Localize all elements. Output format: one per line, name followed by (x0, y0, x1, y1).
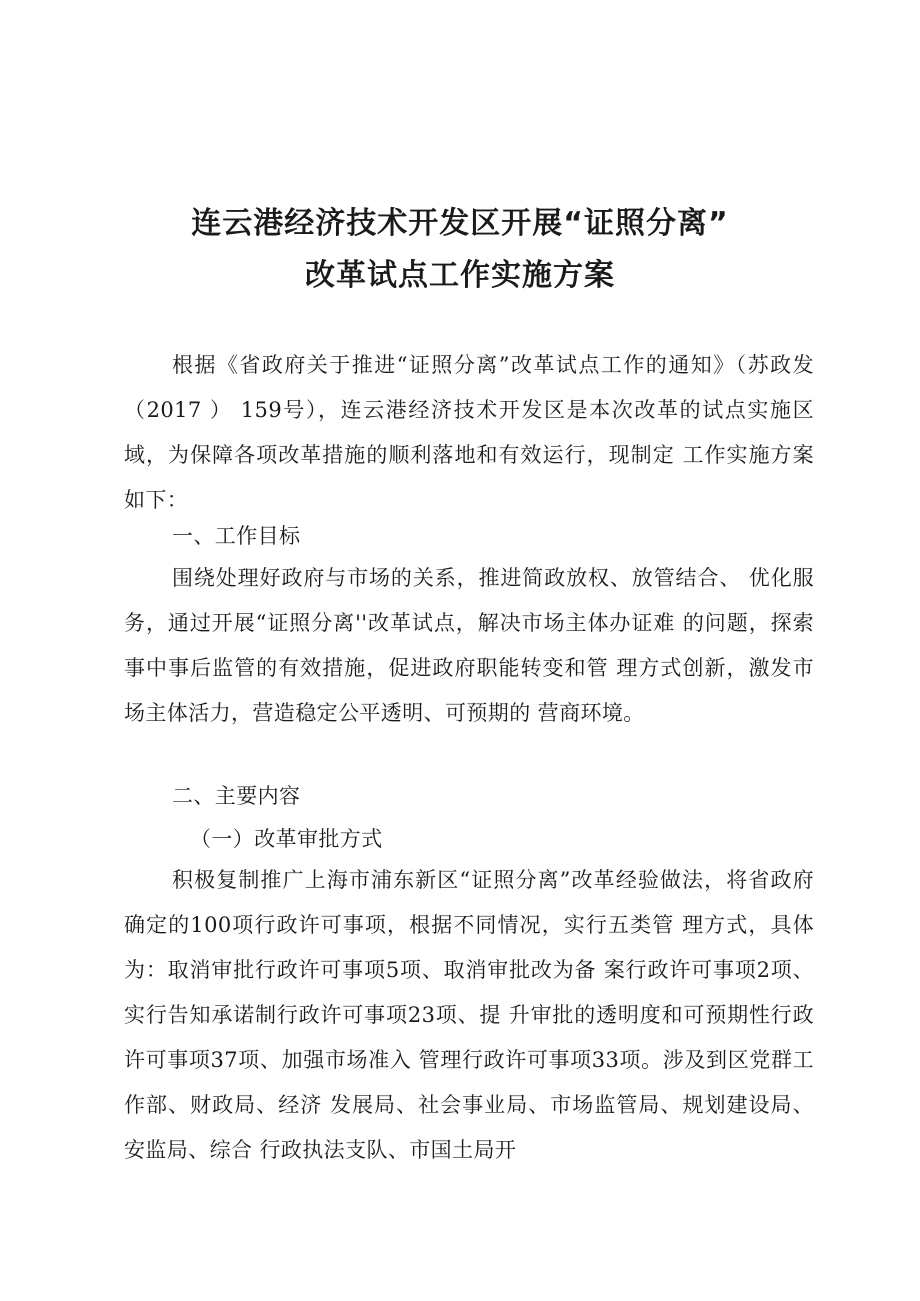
section2-heading: 二、主要内容 (172, 784, 301, 808)
section1-paragraph: 围绕处理好政府与市场的关系，推进简政放权、放管结合、 优化服务，通过开展“证照分离''改革试点，解决市场主体办证难 的问题，探索事中事后监管的有效措施，促进政府职能转变和管 理方式创新，激发市场主体活力，营造稳定公平透明、可预期的 营商环境。 (124, 566, 814, 725)
intro-paragraph: 根据《省政府关于推进“证照分离”改革试点工作的通知》（苏政发（2017 ） 159号），连云港经济技术开发区是本次改革的试点实施区域，为保障各项改革措施的顺利落地和有效运行，现制定 工作实施方案如下： (124, 353, 814, 512)
section1-heading: 一、工作目标 (172, 524, 301, 548)
document-title-line1: 连云港经济技术开发区开展“证照分离” (191, 206, 729, 241)
document-title-line2: 改革试点工作实施方案 (305, 258, 615, 293)
subsection1-paragraph: 积极复制推广上海市浦东新区“证照分离”改革经验做法，将省政府确定的100项行政许可事项，根据不同情况，实行五类管 理方式，具体为：取消审批行政许可事项5项、取消审批改为备 案行政许可事项2项、实行告知承诺制行政许可事项23项、提 升审批的透明度和可预期性行政许可事项37项、加强市场准入 管理行政许可事项33项。涉及到区党群工作部、财政局、经济 发展局、社会事业局、市场监管局、规划建设局、安监局、综合 行政执法支队、市国土局开 (124, 868, 814, 1162)
subsection1-heading: （一）改革审批方式 (190, 827, 383, 851)
